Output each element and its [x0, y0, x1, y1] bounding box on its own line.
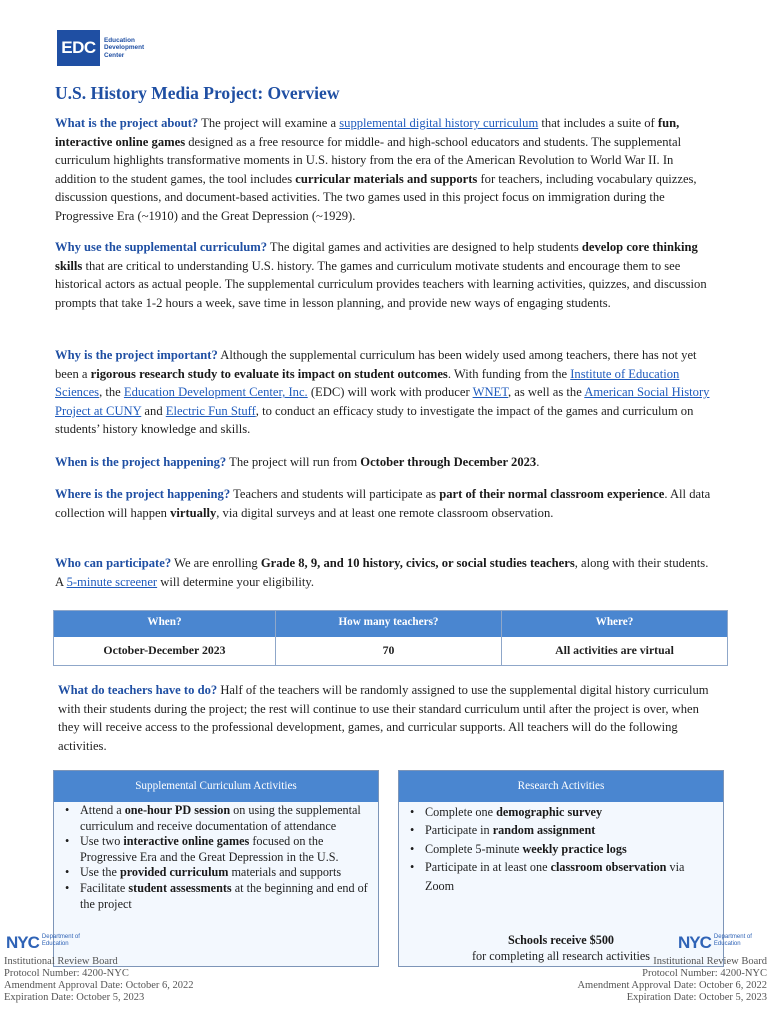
about-question: What is the project about?: [55, 116, 199, 130]
teacher-tasks-paragraph: What do teachers have to do? Half of the teachers will be randomly assigned to use the supplemental digital history curriculum with their students during the project; the rest will continue to use their standard curriculum until after the project is over, when they will receive access to the professional development, games, and curricular supports. All teachers will do the following activities.: [58, 683, 709, 753]
electric-fun-stuff-link[interactable]: Electric Fun Stuff: [165, 403, 256, 418]
table-header-row: [54, 611, 727, 637]
summary-table: [53, 610, 728, 666]
cell-when: October-December 2023: [54, 637, 276, 665]
research-activities-list: [399, 802, 723, 895]
edc-logo: [57, 30, 167, 66]
curriculum-activities-title: Supplemental Curriculum Activities: [54, 771, 378, 802]
header-where: Where?: [595, 616, 634, 628]
incentive-amount: Schools receive $500: [507, 933, 615, 947]
table-row: [54, 637, 727, 665]
list-item: • Attend a one-hour PD session on using the supplemental curriculum and receive documentation of attendance: [64, 803, 368, 834]
edc-link[interactable]: Education Development Center, Inc.: [123, 385, 308, 400]
header-when: When?: [54, 611, 276, 637]
nyc-doe-logo-left: [6, 934, 80, 952]
irb-stamp-left: Institutional Review Board Protocol Number: 4200-NYC Amendment Approval Date: October 6, 2022 Expiration Date: October 5, 2023: [4, 956, 194, 1003]
who-paragraph: Who can participate? We are enrolling Grade 8, 9, and 10 history, civics, or social studies teachers, along with their students. A 5-minute screener will determine your eligibility.: [55, 556, 709, 589]
curriculum-activities-box: [53, 770, 379, 967]
cell-how-many: 70: [276, 637, 502, 665]
logo-line-1: Education: [104, 36, 135, 44]
header-how-many: How many teachers?: [276, 611, 502, 637]
why-use-question: Why use the supplemental curriculum?: [55, 240, 268, 254]
about-paragraph: What is the project about? The project will examine a supplemental digital history curriculum that includes a suite of fun, interactive online games designed as a free resource for middle- and high-school educators and students. The supplemental curriculum highlights transformative moments in U.S. history from the era of the American Revolution to World War II. In addition to the student games, the tool includes curricular materials and supports for teachers, including vocabulary quizzes, discussion questions, and document-based activities. The two games used in this project focus on immigration during the Progressive Era (~1910) and the Great Depression (~1929).: [55, 116, 697, 223]
importance-question: Why is the project important?: [55, 348, 218, 362]
research-activities-title: Research Activities: [399, 771, 723, 802]
list-item: • Complete 5-minute weekly practice logs: [409, 840, 713, 858]
who-question: Who can participate?: [55, 556, 172, 570]
screener-link[interactable]: 5-minute screener: [66, 574, 158, 589]
edc-logo-mark: EDC: [57, 30, 100, 66]
curriculum-activities-list: [54, 802, 378, 912]
wnet-link[interactable]: WNET: [472, 385, 508, 400]
nyc-dept-text: Department of Education: [41, 934, 80, 947]
where-paragraph: Where is the project happening? Teachers and students will participate as part of their normal classroom experience. All data collection will happen virtually, via digital surveys and at least one remote classroom observation.: [55, 487, 711, 520]
when-question: When is the project happening?: [55, 455, 227, 469]
irb-stamp-right: Institutional Review Board Protocol Number: 4200-NYC Amendment Approval Date: October 6, 2022 Expiration Date: October 5, 2023: [577, 956, 767, 1003]
why-use-paragraph: Why use the supplemental curriculum? The digital games and activities are designed to help students develop core thinking skills that are critical to understanding U.S. history. The games and curriculum motivate students and encourage them to see historical actors as actual people. The supplemental curriculum provides teachers with learning activities, quizzes, and discussion prompts that take 1-2 hours a week, save time in lesson planning, and provide new ways of engaging students.: [55, 240, 707, 310]
ashp-cuny-link[interactable]: American Social History Project at CUNY: [55, 385, 710, 418]
list-item: • Participate in at least one classroom observation via Zoom: [409, 858, 713, 895]
cell-where: All activities are virtual: [555, 643, 674, 657]
importance-paragraph: Why is the project important? Although the supplemental curriculum has been widely used among teachers, there has not yet been a rigorous research study to evaluate its impact on student outcomes. With funding from the Institute of Education Sciences, the Education Development Center, Inc. (EDC) will work with producer WNET, as well as the American Social History Project at CUNY and Electric Fun Stuff, to conduct an efficacy study to investigate the impact of the games and curriculum on students’ history knowledge and skills.: [55, 348, 710, 437]
where-question: Where is the project happening?: [55, 487, 231, 501]
nyc-doe-logo-right: [678, 934, 752, 952]
logo-line-3: Center: [104, 51, 125, 59]
nyc-letters: NYC: [678, 933, 711, 952]
list-item: • Participate in random assignment: [409, 821, 713, 839]
nyc-letters: NYC: [6, 933, 39, 952]
list-item: • Complete one demographic survey: [409, 803, 713, 821]
when-paragraph: When is the project happening? The project will run from October through December 2023.: [55, 455, 540, 469]
list-item: • Facilitate student assessments at the beginning and end of the project: [64, 881, 368, 912]
list-item: • Use the provided curriculum materials and supports: [64, 865, 368, 881]
page-title: U.S. History Media Project: Overview: [55, 83, 340, 103]
logo-line-2: Development: [104, 44, 145, 52]
nyc-dept-text: Department of Education: [713, 934, 752, 947]
curriculum-link[interactable]: supplemental digital history curriculum: [339, 116, 539, 130]
list-item: • Use two interactive online games focused on the Progressive Era and the Great Depression in the U.S.: [64, 834, 368, 865]
teacher-tasks-question: What do teachers have to do?: [58, 683, 218, 697]
incentive-text: for completing all research activities: [472, 949, 650, 963]
edc-logo-wordmark: [104, 37, 144, 60]
ies-link[interactable]: Institute of Education Sciences: [55, 366, 680, 400]
